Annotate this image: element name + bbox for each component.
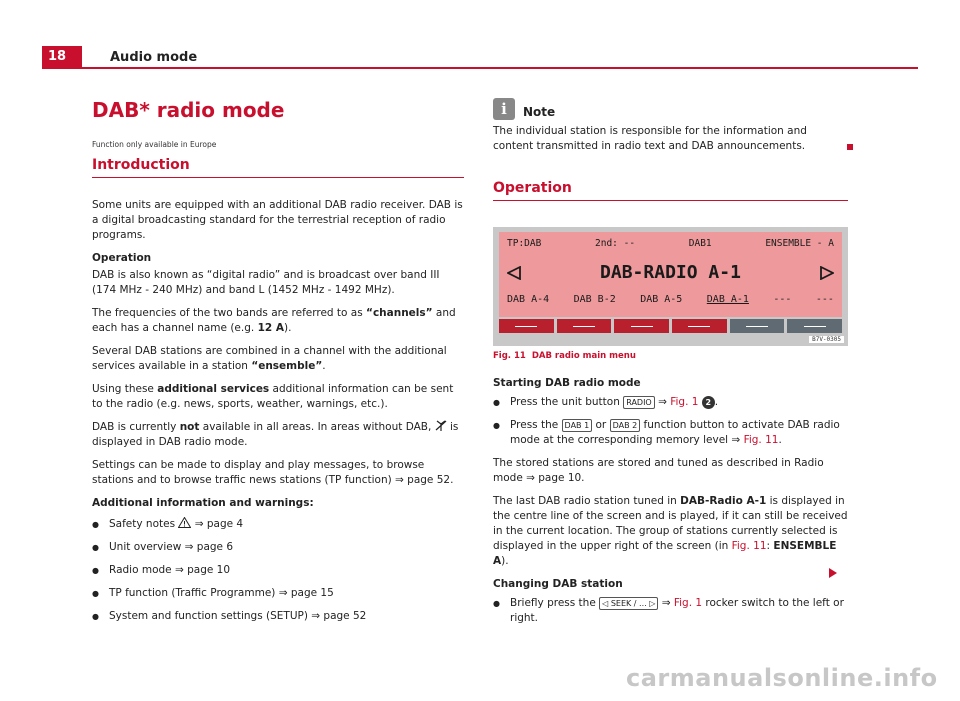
watermark: carmanualsonline.info	[626, 664, 938, 692]
seek-key: ◁ SEEK / ... ▷	[599, 597, 658, 610]
display-station-row	[499, 262, 842, 283]
operation-label: Operation	[92, 252, 152, 264]
channels-paragraph: The frequencies of the two bands are referred to as “channels” and each has a channel name (e.g. 12 A).	[92, 307, 456, 334]
softkey-row	[499, 319, 842, 333]
availability-paragraph: DAB is currently not available in all areas. In areas without DAB, is displayed in DAB radio mode.	[92, 421, 459, 448]
section-heading-operation: Operation	[493, 180, 572, 196]
preset-6: ---	[815, 294, 834, 305]
preset-1: DAB A-4	[507, 294, 550, 305]
additional-services-paragraph: Using these additional services additional information can be sent to the radio (e.g. news, sports, weather, warnings, etc.).	[92, 383, 454, 410]
changing-heading: Changing DAB station	[493, 578, 623, 590]
list-item: ● Radio mode ⇒ page 10	[92, 563, 464, 578]
list-item: ● Press the unit button RADIO ⇒ Fig. 1 2 .	[493, 395, 848, 410]
figure-link[interactable]: Fig. 11	[731, 540, 767, 552]
softkey	[672, 319, 727, 333]
info-icon: i	[493, 98, 515, 120]
display-status-row	[499, 238, 842, 249]
display-station-name: DAB-RADIO A-1	[600, 262, 741, 283]
softkey	[499, 319, 554, 333]
preset-3: DAB A-5	[640, 294, 683, 305]
figure-link[interactable]: Fig. 1	[673, 597, 703, 609]
list-item: ● Press the DAB 1 or DAB 2 function button to activate DAB radio mode at the corresponding memory level ⇒ Fig. 11.	[493, 418, 848, 448]
settings-paragraph: Settings can be made to display and play messages, to browse stations and to browse traffic news stations (TP function) ⇒ page 52.	[92, 459, 454, 486]
end-marker	[847, 144, 853, 150]
preset-4-active: DAB A-1	[706, 294, 749, 305]
figure-link[interactable]: Fig. 11	[743, 434, 779, 446]
display-memory-level: DAB1	[688, 238, 712, 249]
display-second-tuner: 2nd: --	[595, 238, 636, 249]
list-item: ● Safety notes ⇒ page 4	[92, 517, 464, 532]
arrow-left-icon	[507, 266, 521, 280]
softkey	[557, 319, 612, 333]
preset-5: ---	[773, 294, 792, 305]
display-preset-row	[499, 294, 842, 305]
changing-list	[493, 596, 848, 626]
page-number: 18	[42, 46, 82, 68]
starting-list	[493, 395, 848, 448]
section-rule	[92, 177, 464, 178]
note-label: Note	[523, 105, 556, 119]
section-rule	[493, 200, 848, 201]
starting-heading: Starting DAB radio mode	[493, 377, 641, 389]
continue-arrow-icon	[829, 568, 837, 578]
radio-key: RADIO	[623, 396, 655, 409]
left-column	[92, 96, 464, 632]
softkey	[787, 319, 842, 333]
list-item: ● Briefly press the ◁ SEEK / ... ▷ ⇒ Fig. 1 rocker switch to the left or right.	[493, 596, 848, 626]
note-header	[493, 96, 848, 120]
no-reception-icon	[435, 420, 447, 431]
header-rule	[42, 67, 918, 69]
preset-2: DAB B-2	[573, 294, 616, 305]
list-item: ● TP function (Traffic Programme) ⇒ page 15	[92, 586, 464, 601]
display-tp-status: TP:DAB	[507, 238, 542, 249]
dab1-key: DAB 1	[562, 419, 593, 432]
callout-number: 2	[702, 396, 715, 409]
info-heading: Additional information and warnings:	[92, 497, 314, 509]
softkey	[614, 319, 669, 333]
chapter-heading: DAB* radio mode	[92, 98, 285, 122]
availability-note: Function only available in Europe	[92, 140, 217, 149]
list-item: ● Unit overview ⇒ page 6	[92, 540, 464, 555]
section-heading-introduction: Introduction	[92, 157, 190, 173]
warning-triangle-icon	[178, 517, 191, 528]
note-text: The individual station is responsible for the information and content transmitted in radio text and DAB announcements.	[493, 125, 807, 152]
list-item: ● System and function settings (SETUP) ⇒ page 52	[92, 609, 464, 624]
figure-link[interactable]: Fig. 1	[670, 396, 699, 408]
running-header: Audio mode	[110, 50, 198, 65]
right-column-lower	[493, 376, 848, 634]
figure-caption: Fig. 11 DAB radio main menu	[493, 351, 636, 361]
arrow-right-icon	[820, 266, 834, 280]
figure-id: B7V-0305	[809, 336, 844, 343]
dab-bands-paragraph: DAB is also known as “digital radio” and is broadcast over band III (174 MHz - 240 MHz) and band L (1452 MHz - 1492 MHz).	[92, 269, 440, 296]
ensemble-paragraph: Several DAB stations are combined in a channel with the additional services available in a station “ensemble”.	[92, 345, 447, 372]
display-ensemble: ENSEMBLE - A	[765, 238, 834, 249]
radio-display	[499, 232, 842, 317]
info-list	[92, 517, 464, 624]
softkey	[730, 319, 785, 333]
stored-stations-paragraph: The stored stations are stored and tuned as described in Radio mode ⇒ page 10.	[493, 457, 824, 484]
right-column	[493, 96, 848, 201]
intro-paragraph: Some units are equipped with an additional DAB radio receiver. DAB is a digital broadcasting standard for the terrestrial reception of radio programs.	[92, 199, 463, 241]
last-station-paragraph: The last DAB radio station tuned in DAB-Radio A-1 is displayed in the centre line of the screen and is played, if it can still be received in the current location. The group of stations currently selected is displayed in the upper right of the screen (in Fig. 11: ENSEMBLE A).	[493, 495, 848, 567]
dab2-key: DAB 2	[610, 419, 641, 432]
dab-screen-figure	[493, 227, 848, 346]
